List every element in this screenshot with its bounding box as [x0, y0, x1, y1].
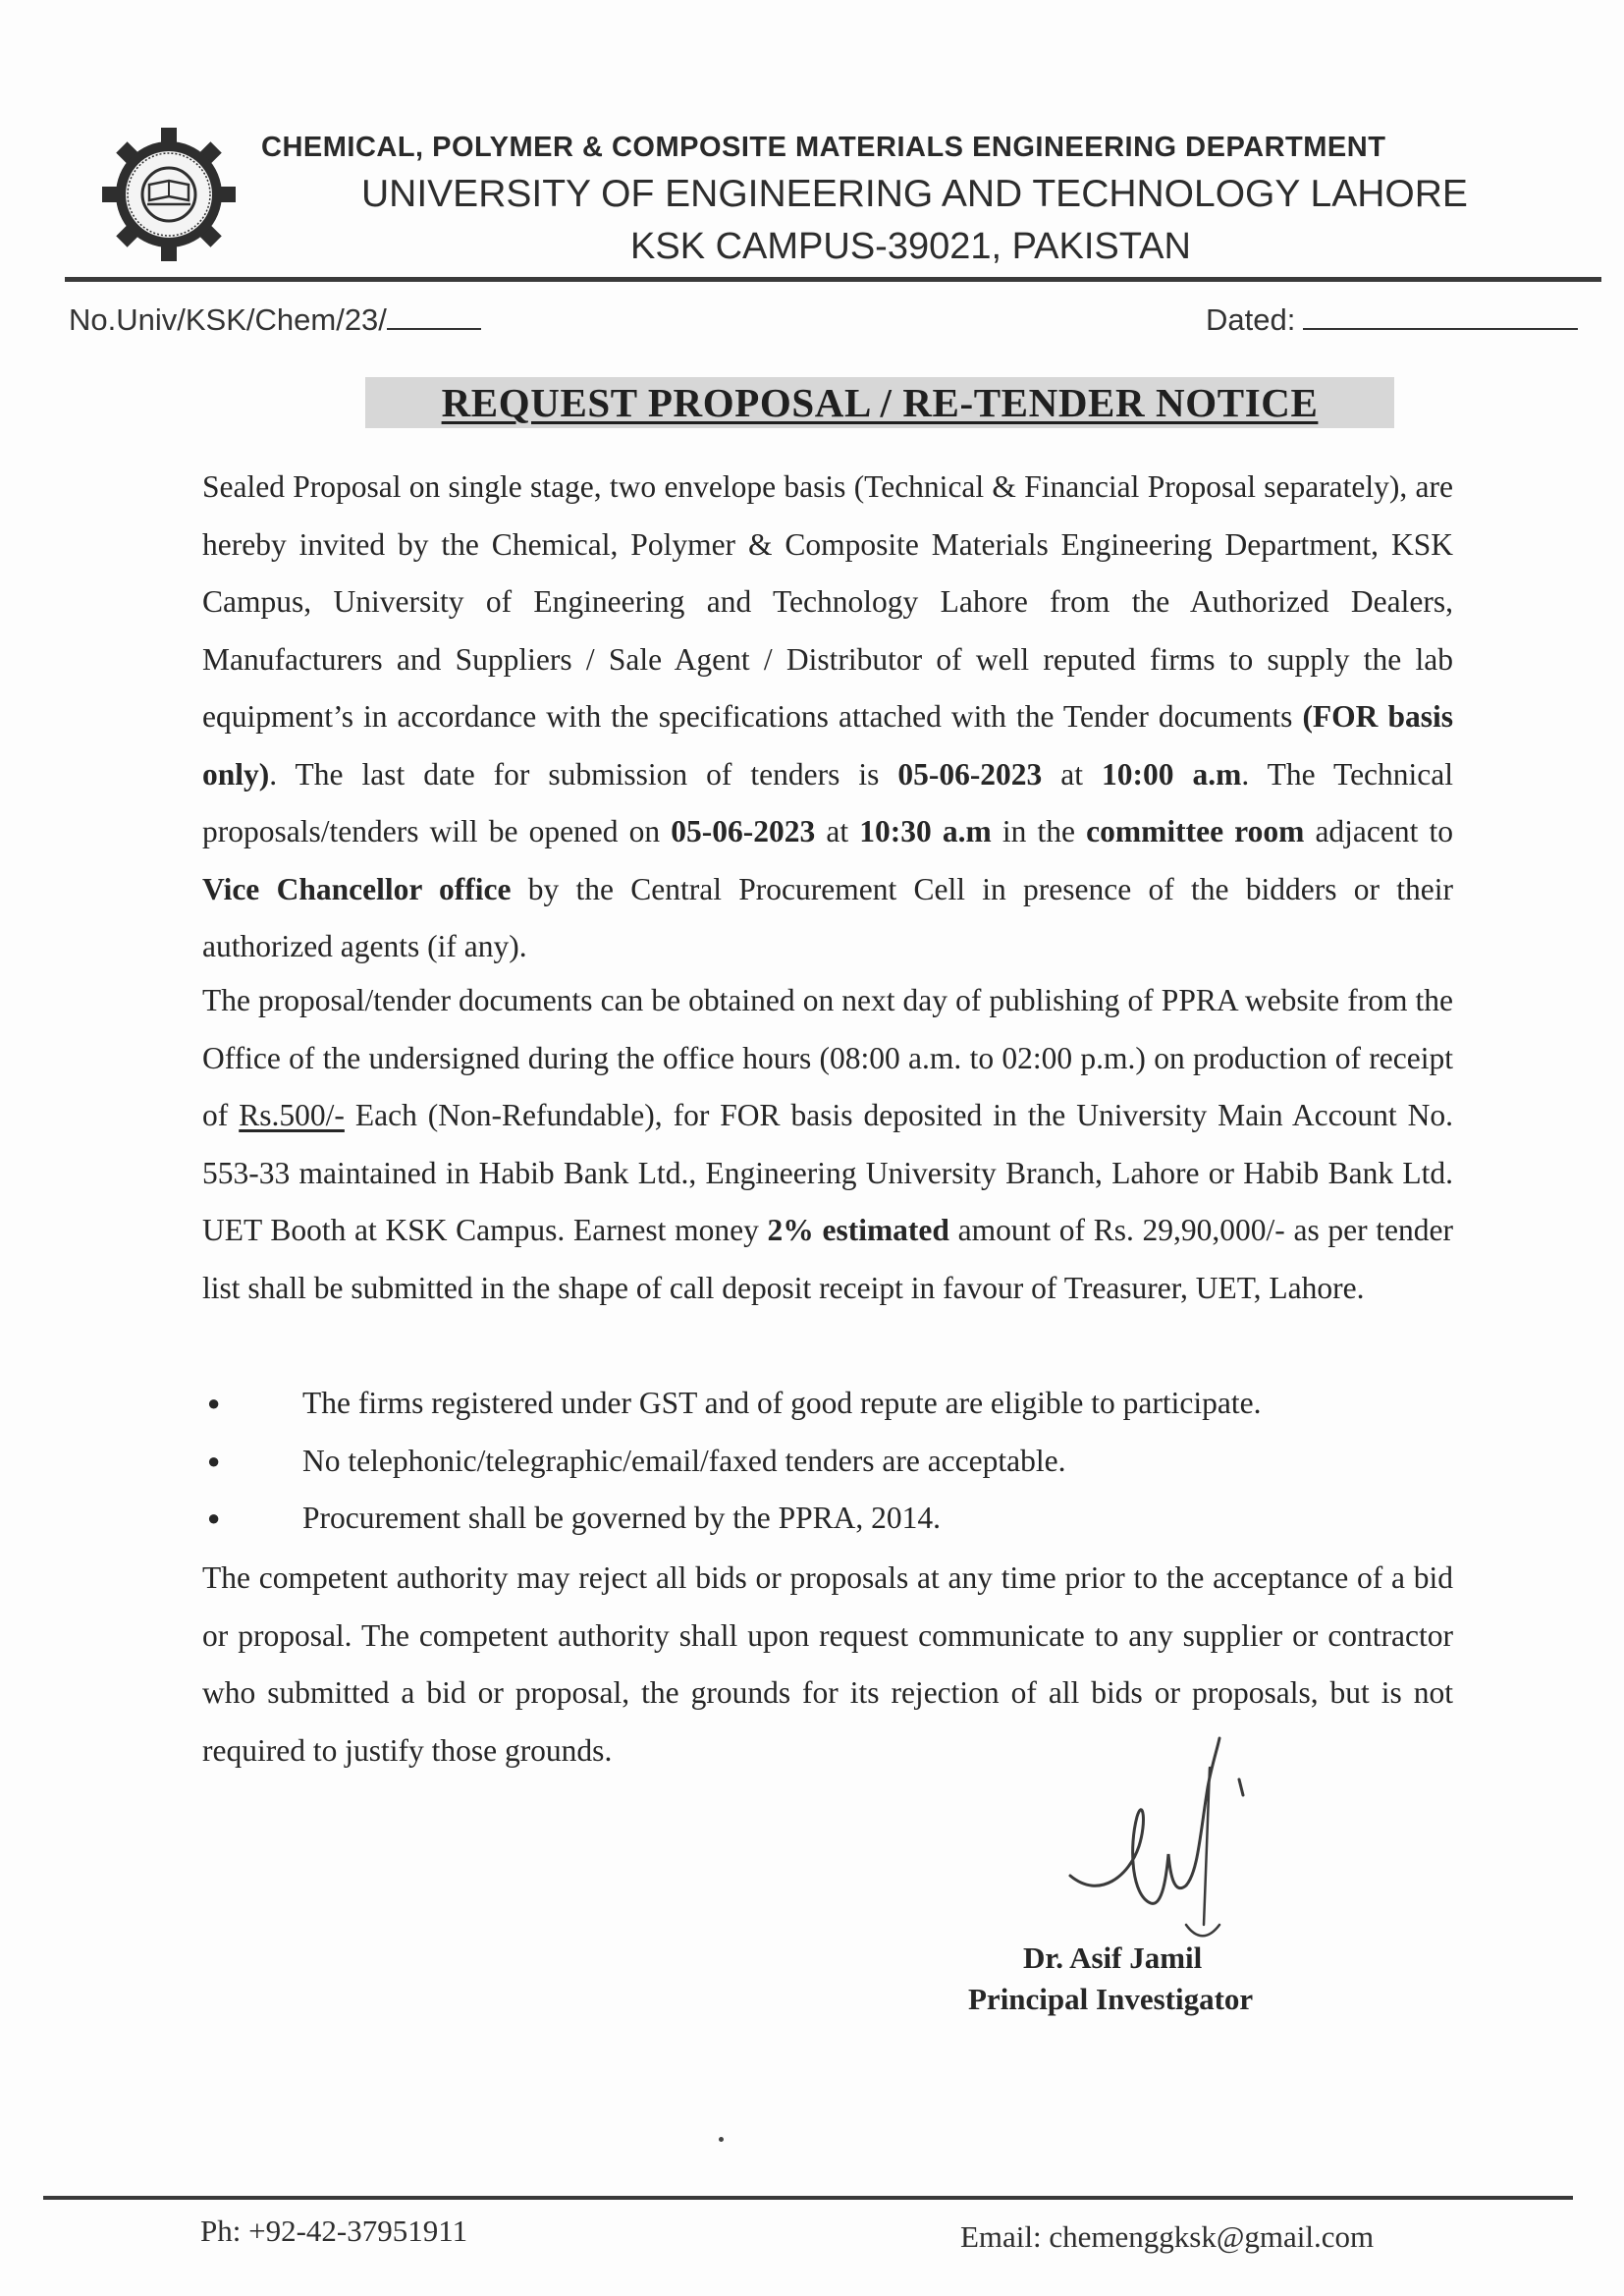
submission-date: 05-06-2023 [897, 756, 1043, 792]
text-run: . The Technical proposals/tenders will be opened on [202, 756, 1454, 848]
bullet-icon: ● [207, 1505, 221, 1530]
text-run: . The last date for submission of tenders is [269, 756, 898, 792]
text-run: Sealed Proposal on single stage, two envelope basis (Technical & Financial Proposal separately), are hereby invited by the Chemical, Polymer & Composite Materials Engineering Department, KSK Campus, University of Engineering and Technology Lahore from the Authorized Dealers, Manufacturers and Suppliers / Sale Agent / Distributor of well reputed firms to supply the lab equipment’s in accordance with the specifications attached with the Tender documents [202, 469, 1453, 734]
list-item [202, 1433, 1453, 1491]
footer-email: Email: chemenggksk@gmail.com [960, 2219, 1375, 2254]
text-run: amount of Rs. 29,90,000/- as per tender list shall be submitted in the shape of call deposit receipt in favour of Treasurer, UET, Lahore. [202, 1213, 1453, 1305]
invitation-paragraph [202, 459, 1453, 976]
opening-time: 10:30 a.m [859, 814, 992, 848]
list-item-text: The firms registered under GST and of good repute are eligible to participate. [302, 1386, 1262, 1420]
document-fee: Rs.500/- [239, 1098, 345, 1132]
bullet-icon: ● [207, 1391, 221, 1415]
rejection-clause-paragraph: The competent authority may reject all bids or proposals at any time prior to the acceptance of a bid or proposal. The competent authority shall upon request communicate to any supplier or contractor who submitted a bid or proposal, the grounds for its rejection of all bids or proposals, but is not required to justify those grounds. [202, 1560, 1453, 1768]
campus-address: KSK CAMPUS-39021, PAKISTAN [630, 226, 1191, 267]
dated-field [1206, 302, 1578, 338]
text-run: in the [991, 814, 1087, 848]
scan-speck [719, 2137, 724, 2142]
list-item-text: No telephonic/telegraphic/email/faxed tenders are acceptable. [302, 1443, 1066, 1478]
list-item [202, 1375, 1453, 1433]
reference-number-blank [387, 301, 481, 330]
list-item-text: Procurement shall be governed by the PPRA, 2014. [302, 1501, 942, 1535]
department-name: CHEMICAL, POLYMER & COMPOSITE MATERIALS ENGINEERING DEPARTMENT [261, 132, 1386, 163]
bullet-icon: ● [207, 1448, 221, 1473]
opening-date: 05-06-2023 [671, 814, 816, 848]
text-run: at [815, 814, 860, 848]
opening-venue: committee room [1086, 814, 1305, 848]
notice-title: REQUEST PROPOSAL / RE-TENDER NOTICE [365, 377, 1394, 428]
submission-time: 10:00 a.m [1102, 756, 1242, 792]
handwritten-signature [1060, 1728, 1257, 1944]
conditions-list [202, 1375, 1453, 1548]
for-basis-emphasis: (FOR basis only) [202, 699, 1453, 792]
footer-phone: Ph: +92-42-37951911 [200, 2214, 468, 2248]
reference-number [69, 301, 481, 338]
text-run: The proposal/tender documents can be obtained on next day of publishing of PPRA website from the Office of the undersigned during the office hours (08:00 a.m. to 02:00 p.m.) on production of receipt of [202, 983, 1453, 1132]
university-logo-icon [102, 128, 236, 261]
text-run: at [1042, 756, 1103, 792]
vice-chancellor-office: Vice Chancellor office [202, 871, 512, 906]
reference-number-text: No.Univ/KSK/Chem/23/ [69, 302, 387, 337]
text-run: Each (Non-Refundable), for FOR basis deposited in the University Main Account No. 553-33 maintained in Habib Bank Ltd., Engineering University Branch, Lahore or Habib Bank Ltd. UET Booth at KSK Campus. Earnest money [202, 1098, 1453, 1247]
header-divider [65, 277, 1601, 282]
tender-documents-paragraph [202, 972, 1453, 1317]
list-item [202, 1490, 1453, 1548]
text-run: by the Central Procurement Cell in presence of the bidders or their authorized agents (if any). [202, 871, 1453, 963]
footer-divider [43, 2196, 1573, 2200]
earnest-money-emphasis: 2% estimated [767, 1213, 949, 1247]
signatory-name: Dr. Asif Jamil [1023, 1941, 1203, 1975]
dated-blank [1303, 302, 1578, 330]
text-run: adjacent to [1304, 814, 1454, 848]
university-name: UNIVERSITY OF ENGINEERING AND TECHNOLOGY LAHORE [361, 173, 1468, 215]
dated-label: Dated: [1206, 302, 1296, 337]
signatory-title: Principal Investigator [968, 1982, 1254, 2016]
